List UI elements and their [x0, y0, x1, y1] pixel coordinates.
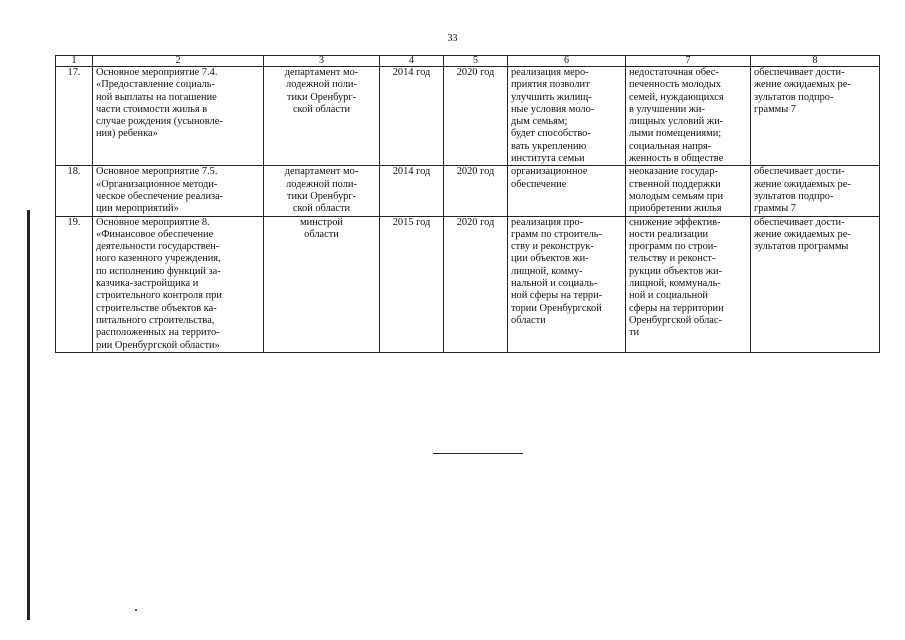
expected-result-line: института семьи: [511, 153, 585, 165]
executor-line: департамент мо-: [284, 166, 359, 178]
col-header-7: 7: [626, 56, 751, 67]
measure-name-line: Основное мероприятие 7.4.: [96, 67, 218, 78]
non-implementation-consequences-line: лищных условий жи-: [629, 116, 724, 128]
non-implementation-consequences-line: печенность молодых: [629, 79, 721, 91]
measure-name-line: строительного контроля при: [96, 290, 222, 302]
non-implementation-consequences-line: тельству и реконст-: [629, 253, 716, 265]
expected-result-line: обеспечение: [511, 178, 567, 190]
non-implementation-consequences-cell: [626, 216, 751, 352]
expected-result-line: ции объектов жи-: [511, 253, 589, 265]
col-header-4: 4: [380, 56, 444, 67]
executor-line: тики Оренбург-: [286, 190, 357, 202]
expected-result-line: лищной, комму-: [511, 265, 583, 277]
col-header-5: 5: [444, 56, 508, 67]
non-implementation-consequences-cell: [626, 67, 751, 166]
expected-result-cell: [508, 166, 626, 216]
table-row: [56, 67, 880, 166]
row-number-cell: 17.: [56, 67, 93, 166]
link-to-indicators-line: жение ожидаемых ре-: [754, 228, 851, 240]
link-to-indicators-line: обеспечивает дости-: [754, 216, 845, 228]
expected-result-line: ной сферы на терри-: [511, 290, 603, 302]
col-header-3: 3: [264, 56, 380, 67]
measure-name-line: по исполнению функций за-: [96, 265, 221, 277]
executor-line: минстрой: [300, 216, 343, 228]
binding-margin-line: [27, 210, 30, 620]
link-to-indicators-line: жение ожидаемых ре-: [754, 178, 851, 190]
measure-name-line: ческое обеспечение реализа-: [96, 190, 224, 202]
measures-table: [55, 55, 880, 353]
expected-result-cell: [508, 67, 626, 166]
executor-cell: [264, 216, 380, 352]
measure-name-line: случае рождения (усыновле-: [96, 116, 223, 128]
non-implementation-consequences-line: Оренбургской облас-: [629, 314, 722, 326]
non-implementation-consequences-line: программ по строи-: [629, 241, 717, 253]
expected-result-line: ные условия моло-: [511, 103, 595, 115]
non-implementation-consequences-line: лищной, коммуналь-: [629, 278, 721, 290]
link-to-indicators-line: жение ожидаемых ре-: [754, 79, 851, 91]
link-to-indicators-cell: [751, 67, 880, 166]
executor-line: ской области: [292, 103, 351, 115]
non-implementation-consequences-line: недостаточная обес-: [629, 67, 719, 78]
link-to-indicators-line: граммы 7: [754, 103, 796, 115]
non-implementation-consequences-line: ной и социальной: [629, 290, 708, 302]
link-to-indicators-cell: [751, 216, 880, 352]
non-implementation-consequences-line: молодым семьям при: [629, 190, 724, 202]
scan-speck: [135, 609, 137, 611]
end-year-cell: 2020 год: [444, 166, 508, 216]
table-row: [56, 166, 880, 216]
end-year-cell: 2020 год: [444, 67, 508, 166]
expected-result-line: тории Оренбургской: [511, 302, 602, 314]
non-implementation-consequences-line: социальная напря-: [629, 140, 712, 152]
executor-line: лодежной поли-: [286, 178, 357, 190]
expected-result-line: ству и реконструк-: [511, 241, 594, 253]
start-year-cell: 2015 год: [380, 216, 444, 352]
non-implementation-consequences-cell: [626, 166, 751, 216]
executor-line: ской области: [292, 203, 351, 215]
non-implementation-consequences-line: рукции объектов жи-: [629, 265, 723, 277]
expected-result-line: нальной и социаль-: [511, 278, 598, 290]
expected-result-line: организационное: [511, 166, 588, 178]
expected-result-line: будет способство-: [511, 128, 591, 140]
end-rule: [433, 453, 523, 454]
link-to-indicators-line: обеспечивает дости-: [754, 67, 845, 78]
expected-result-line: грамм по строитель-: [511, 228, 602, 240]
link-to-indicators-line: зультатов программы: [754, 241, 849, 253]
measure-name-line: Основное мероприятие 8.: [96, 216, 210, 228]
col-header-1: 1: [56, 56, 93, 67]
expected-result-line: области: [511, 314, 546, 326]
expected-result-cell: [508, 216, 626, 352]
non-implementation-consequences-line: приобретении жилья: [629, 203, 722, 215]
non-implementation-consequences-line: семей, нуждающихся: [629, 91, 724, 103]
non-implementation-consequences-line: неоказание государ-: [629, 166, 718, 178]
non-implementation-consequences-line: ственной поддержки: [629, 178, 721, 190]
measure-name-line: казчика-застройщика и: [96, 278, 199, 290]
measure-name-line: деятельности государствен-: [96, 241, 220, 253]
measure-name-line: ния) ребенка»: [96, 128, 158, 140]
measure-name-line: «Финансовое обеспечение: [96, 228, 214, 240]
non-implementation-consequences-line: женность в обществе: [629, 153, 724, 165]
row-number-cell: 18.: [56, 166, 93, 216]
measure-name-cell: [93, 216, 264, 352]
col-header-8: 8: [751, 56, 880, 67]
expected-result-line: приятия позволит: [511, 79, 590, 91]
expected-result-line: дым семьям;: [511, 116, 568, 128]
measure-name-line: ной выплаты на погашение: [96, 91, 217, 103]
measure-name-cell: [93, 166, 264, 216]
measure-name-line: ного казенного учреждения,: [96, 253, 221, 265]
measure-name-line: питального строительства,: [96, 314, 215, 326]
page-number: 33: [447, 33, 458, 44]
non-implementation-consequences-line: лыми помещениями;: [629, 128, 722, 140]
non-implementation-consequences-line: в улучшении жи-: [629, 103, 705, 115]
executor-line: области: [304, 228, 339, 240]
measure-name-cell: [93, 67, 264, 166]
col-header-2: 2: [93, 56, 264, 67]
measure-name-line: «Организационное методи-: [96, 178, 218, 190]
expected-result-line: вать укреплению: [511, 140, 587, 152]
measure-name-line: «Предоставление социаль-: [96, 79, 215, 91]
executor-cell: [264, 166, 380, 216]
executor-line: департамент мо-: [284, 67, 359, 78]
start-year-cell: 2014 год: [380, 166, 444, 216]
executor-line: лодежной поли-: [286, 79, 357, 91]
link-to-indicators-line: обеспечивает дости-: [754, 166, 845, 178]
non-implementation-consequences-line: ти: [629, 327, 640, 339]
measure-name-line: Основное мероприятие 7.5.: [96, 166, 218, 178]
measure-name-line: ции мероприятий»: [96, 203, 179, 215]
non-implementation-consequences-line: снижение эффектив-: [629, 216, 721, 228]
expected-result-line: реализация меро-: [511, 67, 589, 78]
non-implementation-consequences-line: сферы на территории: [629, 302, 724, 314]
col-header-6: 6: [508, 56, 626, 67]
link-to-indicators-cell: [751, 166, 880, 216]
table-row: [56, 216, 880, 352]
header-row: [56, 56, 880, 67]
executor-cell: [264, 67, 380, 166]
link-to-indicators-line: зультатов подпро-: [754, 91, 834, 103]
row-number-cell: 19.: [56, 216, 93, 352]
link-to-indicators-line: граммы 7: [754, 203, 796, 215]
link-to-indicators-line: зультатов подпро-: [754, 190, 834, 202]
executor-line: тики Оренбург-: [286, 91, 357, 103]
measure-name-line: части стоимости жилья в: [96, 103, 208, 115]
end-year-cell: 2020 год: [444, 216, 508, 352]
measure-name-line: рии Оренбургской области»: [96, 339, 220, 351]
start-year-cell: 2014 год: [380, 67, 444, 166]
measure-name-line: расположенных на террито-: [96, 327, 220, 339]
expected-result-line: реализация про-: [511, 216, 584, 228]
expected-result-line: улучшить жилищ-: [511, 91, 592, 103]
measure-name-line: строительстве объектов ка-: [96, 302, 217, 314]
non-implementation-consequences-line: ности реализации: [629, 228, 709, 240]
